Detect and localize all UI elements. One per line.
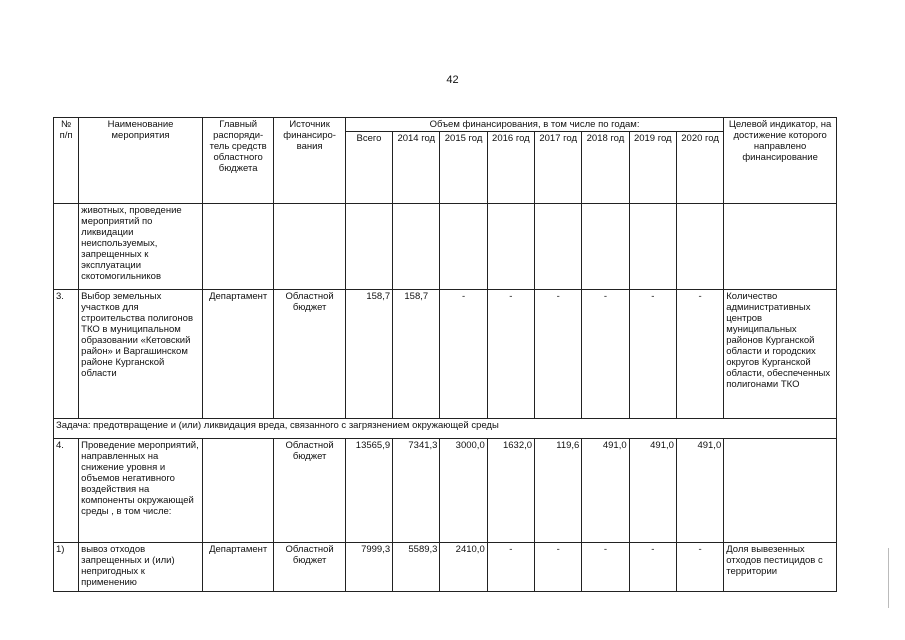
row-target: Доля вывезенных отходов пестицидов с территории bbox=[724, 543, 837, 592]
header-source: Источник финансиро-вания bbox=[274, 118, 345, 204]
header-row-1 bbox=[54, 118, 837, 132]
header-year: 2016 год bbox=[487, 132, 534, 204]
row-year-value: - bbox=[676, 543, 723, 592]
row-year-value: - bbox=[487, 290, 534, 419]
task-text: Задача: предотвращение и (или) ликвидация вреда, связанного с загрязнением окружающей среды bbox=[54, 419, 837, 439]
header-year: 2014 год bbox=[393, 132, 440, 204]
header-name: Наименование мероприятия bbox=[79, 118, 203, 204]
row-year-value: - bbox=[440, 290, 487, 419]
row-num: 3. bbox=[54, 290, 79, 419]
row-year-value bbox=[393, 204, 440, 290]
header-year: 2015 год bbox=[440, 132, 487, 204]
row-year-value: - bbox=[676, 290, 723, 419]
page-number: 42 bbox=[446, 74, 459, 86]
row-target bbox=[724, 439, 837, 543]
row-year-value: 491,0 bbox=[629, 439, 676, 543]
row-year-value: 1632,0 bbox=[487, 439, 534, 543]
table-row bbox=[54, 290, 837, 419]
row-source: Областной бюджет bbox=[274, 439, 345, 543]
row-name: вывоз отходов запрещенных и (или) непригодных к применению bbox=[79, 543, 203, 592]
row-year-value: 491,0 bbox=[676, 439, 723, 543]
row-year-value: - bbox=[629, 290, 676, 419]
row-year-value bbox=[535, 204, 582, 290]
row-name: животных, проведение мероприятий по ликвидации неиспользуемых, запрещенных к эксплуатации скотомогильников bbox=[79, 204, 203, 290]
header-volume: Объем финансирования, в том числе по годам: bbox=[345, 118, 723, 132]
row-admin: Департамент bbox=[202, 290, 273, 419]
row-target bbox=[724, 204, 837, 290]
row-source: Областной бюджет bbox=[274, 543, 345, 592]
row-year-value: 119,6 bbox=[535, 439, 582, 543]
row-admin bbox=[202, 204, 273, 290]
header-year: 2018 год bbox=[582, 132, 629, 204]
header-num: № п/п bbox=[54, 118, 79, 204]
row-name: Проведение мероприятий, направленных на снижение уровня и объемов негативного воздействия на компоненты окружающей среды , в том числе: bbox=[79, 439, 203, 543]
header-year: 2020 год bbox=[676, 132, 723, 204]
row-year-value: - bbox=[535, 290, 582, 419]
row-year-value: - bbox=[535, 543, 582, 592]
table-row bbox=[54, 439, 837, 543]
row-year-value: - bbox=[487, 543, 534, 592]
row-num: 4. bbox=[54, 439, 79, 543]
row-year-value: - bbox=[582, 543, 629, 592]
row-num: 1) bbox=[54, 543, 79, 592]
row-year-value: 7341,3 bbox=[393, 439, 440, 543]
row-total: 7999,3 bbox=[345, 543, 392, 592]
row-year-value: 158,7 bbox=[393, 290, 440, 419]
row-source bbox=[274, 204, 345, 290]
row-year-value: 5589,3 bbox=[393, 543, 440, 592]
row-total: 13565,9 bbox=[345, 439, 392, 543]
row-num bbox=[54, 204, 79, 290]
row-total: 158,7 bbox=[345, 290, 392, 419]
row-target: Количество административных центров муниципальных районов Курганской области и городских округов Курганской области, обеспеченных полигонами ТКО bbox=[724, 290, 837, 419]
table-row bbox=[54, 204, 837, 290]
row-total bbox=[345, 204, 392, 290]
row-year-value bbox=[440, 204, 487, 290]
header-year: 2019 год bbox=[629, 132, 676, 204]
row-year-value bbox=[676, 204, 723, 290]
row-year-value: - bbox=[582, 290, 629, 419]
row-year-value bbox=[487, 204, 534, 290]
financing-table bbox=[53, 117, 837, 592]
row-year-value bbox=[582, 204, 629, 290]
row-year-value: 2410,0 bbox=[440, 543, 487, 592]
row-year-value bbox=[629, 204, 676, 290]
row-admin bbox=[202, 439, 273, 543]
header-admin: Главный распоряди-тель средств областного бюджета bbox=[202, 118, 273, 204]
row-year-value: 491,0 bbox=[582, 439, 629, 543]
row-year-value: - bbox=[629, 543, 676, 592]
scan-mark bbox=[888, 548, 889, 608]
task-row bbox=[54, 419, 837, 439]
header-target: Целевой индикатор, на достижение которого направлено финансирование bbox=[724, 118, 837, 204]
header-total: Всего bbox=[345, 132, 392, 204]
row-year-value: 3000,0 bbox=[440, 439, 487, 543]
row-source: Областной бюджет bbox=[274, 290, 345, 419]
header-year: 2017 год bbox=[535, 132, 582, 204]
row-name: Выбор земельных участков для строительства полигонов ТКО в муниципальном образовании «Кетовский район» и Варгашинском районе Курганской области bbox=[79, 290, 203, 419]
row-admin: Департамент bbox=[202, 543, 273, 592]
table-row bbox=[54, 543, 837, 592]
